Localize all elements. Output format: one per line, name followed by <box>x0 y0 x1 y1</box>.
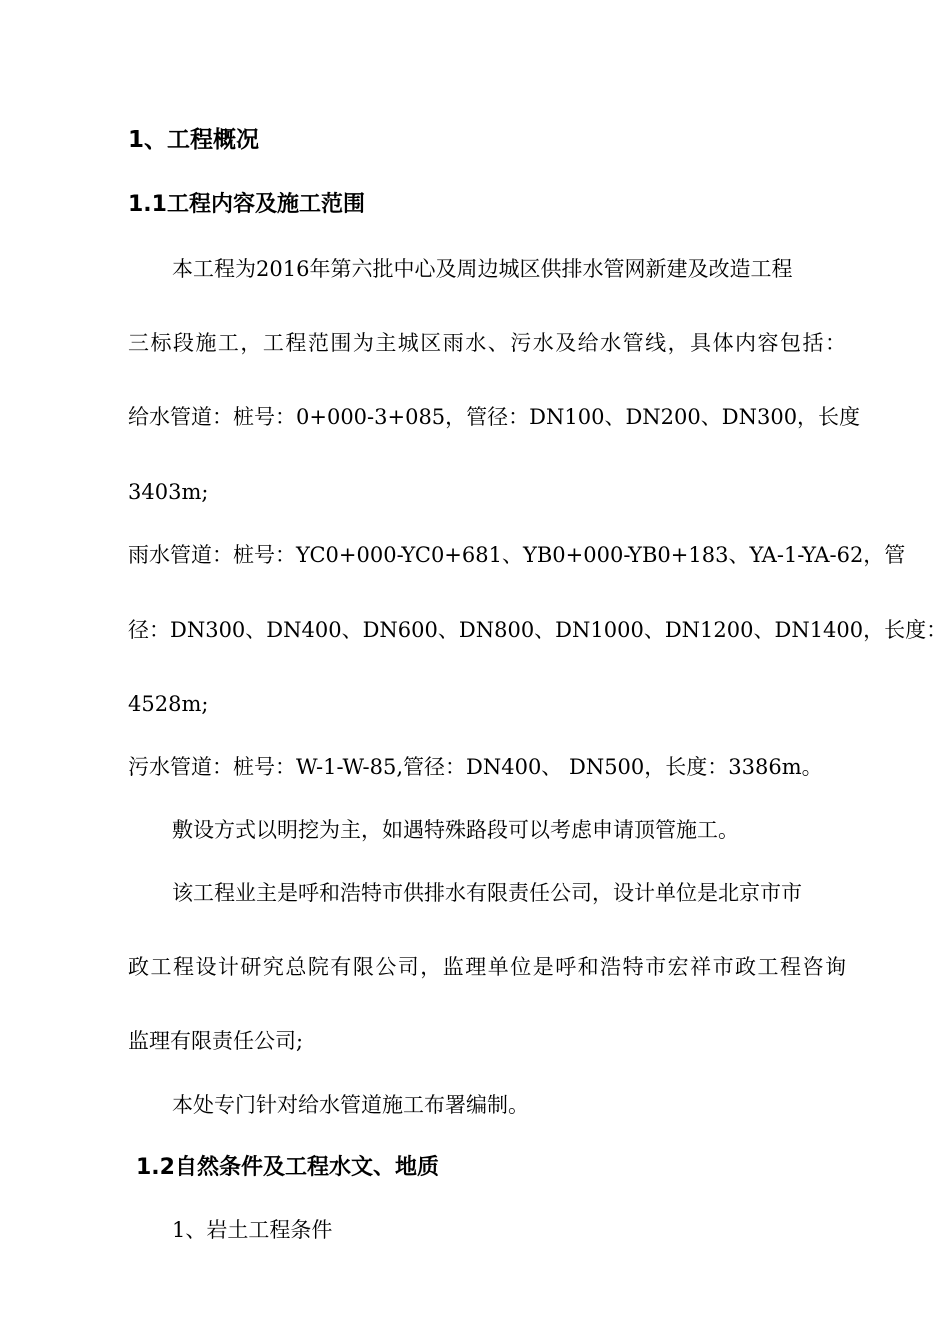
owner-line-2: 政工程设计研究总院有限公司，监理单位是呼和浩特市宏祥市政工程咨询 <box>128 955 846 979</box>
laying-method: 敷设方式以明挖为主，如遇特殊路段可以考虑申请顶管施工。 <box>172 818 739 842</box>
scope-note: 本处专门针对给水管道施工布署编制。 <box>172 1093 529 1117</box>
sewage-pipe-line: 污水管道：桩号：W-1-W-85,管径：DN400、 DN500，长度：3386m。 <box>128 755 823 779</box>
heading-1: 1、工程概况 <box>128 127 260 153</box>
water-pipe-line-1: 给水管道：桩号：0+000-3+085，管径：DN100、DN200、DN300，长度 <box>128 405 861 429</box>
owner-line-1: 该工程业主是呼和浩特市供排水有限责任公司，设计单位是北京市市 <box>172 881 802 905</box>
heading-1-1: 1.1工程内容及施工范围 <box>128 192 365 217</box>
heading-1-2: 1.2自然条件及工程水文、地质 <box>136 1155 439 1180</box>
rain-pipe-line-3: 4528m; <box>128 692 209 716</box>
water-pipe-line-2: 3403m; <box>128 480 209 504</box>
sub-heading-1: 1、岩土工程条件 <box>172 1218 333 1242</box>
rain-pipe-line-2: 径：DN300、DN400、DN600、DN800、DN1000、DN1200、DN1400，长度： <box>128 618 948 642</box>
paragraph-intro-line-2: 三标段施工，工程范围为主城区雨水、污水及给水管线，具体内容包括： <box>128 331 846 355</box>
rain-pipe-line-1: 雨水管道：桩号：YC0+000-YC0+681、YB0+000-YB0+183、YA-1-YA-62，管 <box>128 543 906 567</box>
paragraph-intro-line-1: 本工程为2016年第六批中心及周边城区供排水管网新建及改造工程 <box>172 257 793 281</box>
owner-line-3: 监理有限责任公司; <box>128 1029 304 1053</box>
